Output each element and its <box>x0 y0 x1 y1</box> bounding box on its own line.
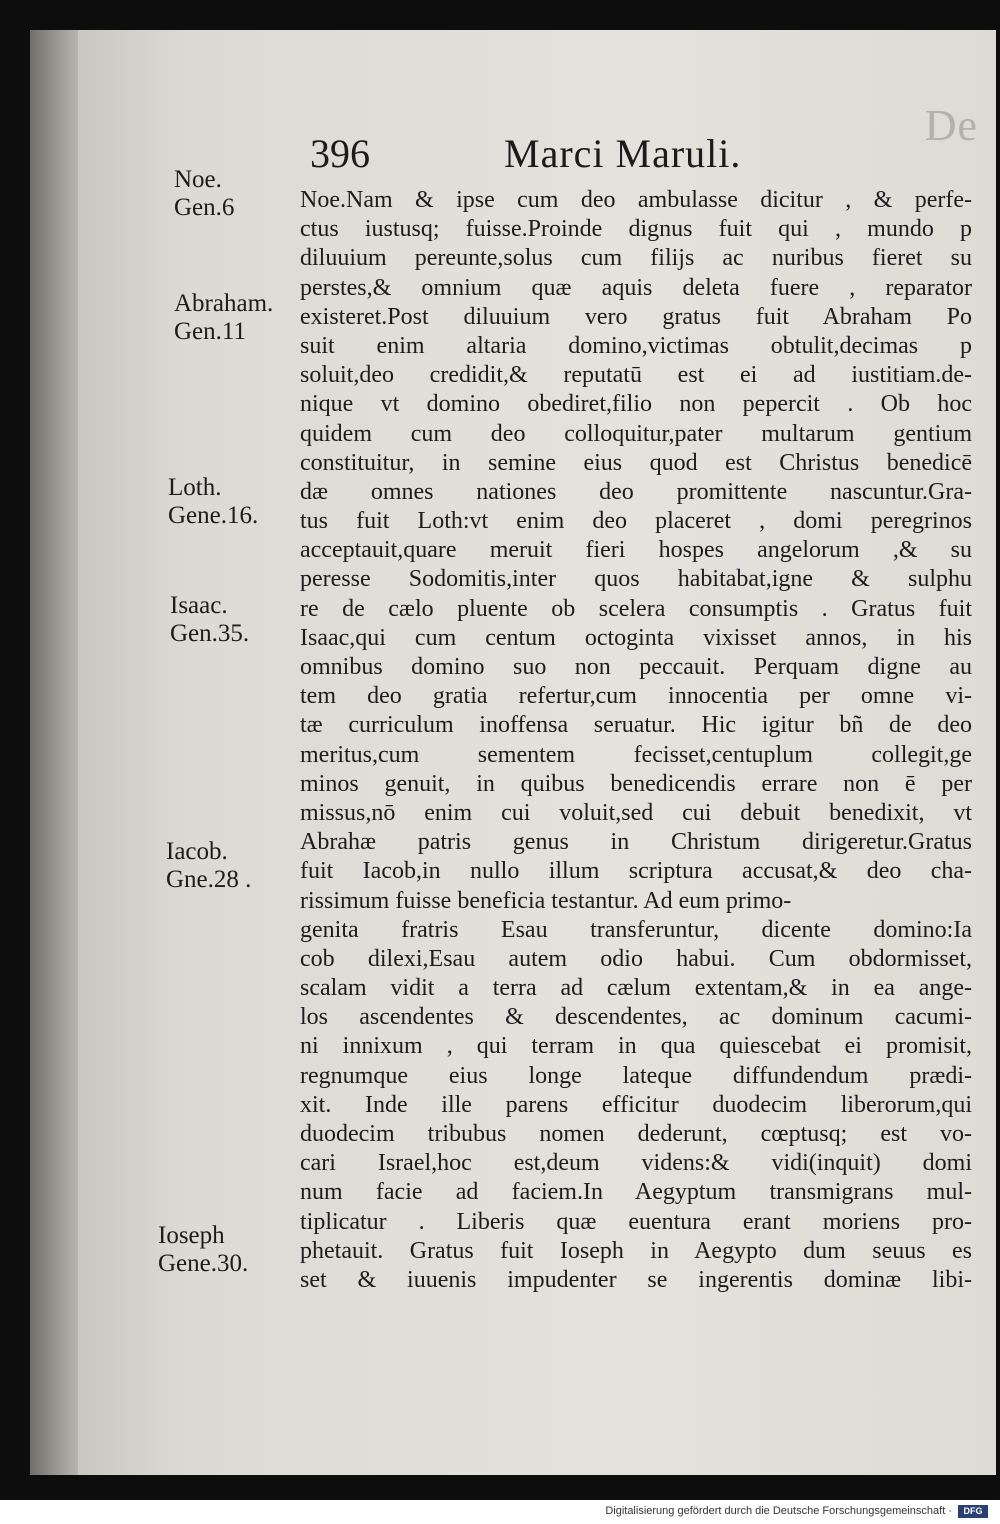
text-line: tus fuit Loth:vt enim deo placeret , domi peregrinos <box>300 508 972 535</box>
text-line: Noe.Nam & ipse cum deo ambulasse dicitur , & perfe- <box>300 187 972 213</box>
margin-note-label: Abraham. <box>174 290 274 317</box>
margin-note-iacob <box>166 838 251 894</box>
funding-credit: Digitalisierung gefördert durch die Deutsche Forschungsgemeinschaft · <box>605 1505 952 1517</box>
text-line: tiplicatur . Liberis quæ euentura erant moriens pro- <box>300 1208 972 1235</box>
margin-note-ref: Gene.30. <box>158 1250 249 1277</box>
text-line: los ascendentes & descendentes, ac dominum cacumi- <box>300 1004 972 1031</box>
text-line: peresse Sodomitis,inter quos habitabat,igne & sulphu <box>300 566 972 593</box>
margin-note-ref: Gen.6 <box>174 194 235 221</box>
margin-note-ref: Gen.11 <box>174 318 246 345</box>
margin-note-isaac <box>170 592 249 648</box>
margin-note-ioseph <box>158 1222 248 1278</box>
text-line: cari Israel,hoc est,deum videns:& vidi(inquit) domi <box>300 1150 972 1177</box>
margin-note-noe <box>174 166 234 222</box>
text-line: regnumque eius longe lateque diffundendum prædi- <box>300 1062 972 1089</box>
text-line: diluuium pereunte,solus cum filijs ac nuribus fieret su <box>300 245 972 272</box>
text-line: quidem cum deo colloquitur,pater multarum gentium <box>300 420 972 447</box>
margin-note-abraham <box>174 290 273 346</box>
text-line: dæ omnes nationes deo promittente nascuntur.Gra- <box>300 478 972 505</box>
body-text <box>300 186 972 1295</box>
dfg-logo: DFG <box>958 1505 988 1518</box>
text-line: cob dilexi,Esau autem odio habui. Cum obdormisset, <box>300 945 972 972</box>
text-line: omnibus domino suo non peccauit. Perquam digne au <box>300 654 972 680</box>
text-line: minos genuit, in quibus benedicendis errare non ē per <box>300 770 972 797</box>
text-line: Isaac,qui cum centum octoginta vixisset annos, in his <box>300 624 972 651</box>
text-line: num facie ad faciem.In Aegyptum transmigrans mul- <box>300 1179 972 1206</box>
text-line: phetauit. Gratus fuit Ioseph in Aegypto dum seuus es <box>300 1237 972 1264</box>
text-line: re de cælo pluente ob scelera consumptis . Gratus fuit <box>300 595 972 622</box>
text-line: tæ curriculum inoffensa seruatur. Hic igitur bñ de deo <box>300 712 972 739</box>
margin-note-label: Isaac. <box>170 592 228 619</box>
text-line: genita fratris Esau transferuntur, dicente domino:Ia <box>300 916 972 943</box>
text-line: constituitur, in semine eius quod est Christus benedicē <box>300 449 972 476</box>
margin-note-ref: Gene.16. <box>168 502 259 529</box>
margin-note-loth <box>168 474 258 530</box>
bleed-through-text: De <box>924 101 978 150</box>
text-line: existeret.Post diluuium vero gratus fuit Abraham Po <box>300 303 972 330</box>
text-line: suit enim altaria domino,victimas obtulit,decimas p <box>300 332 972 359</box>
margin-note-label: Ioseph <box>158 1222 225 1249</box>
text-line: ctus iustusq; fuisse.Proinde dignus fuit qui , mundo p <box>300 216 972 243</box>
text-line: set & iuuenis impudenter se ingerentis dominæ libi- <box>300 1266 972 1293</box>
text-line: rissimum fuisse beneficia testantur. Ad eum primo- <box>300 887 792 914</box>
text-line: duodecim tribubus nomen dederunt, cœptusq; est vo- <box>300 1121 972 1147</box>
text-line: meritus,cum sementem fecisset,centuplum collegit,ge <box>300 741 972 768</box>
page-number: 396 <box>310 131 370 176</box>
text-line: ni innixum , qui terram in qua quiescebat ei promisit, <box>300 1033 972 1060</box>
margin-note-label: Noe. <box>174 166 222 193</box>
text-line: tem deo gratia refertur,cum innocentia per omne vi- <box>300 683 972 710</box>
margin-note-ref: Gen.35. <box>170 620 250 647</box>
book-spine <box>30 30 80 1475</box>
margin-note-label: Iacob. <box>166 838 228 865</box>
margin-note-ref: Gne.28 . <box>166 866 252 893</box>
text-line: scalam vidit a terra ad cælum extentam,& in ea ange- <box>300 975 972 1002</box>
text-line: soluit,deo credidit,& reputatū est ei ad iustitiam.de- <box>300 362 972 389</box>
text-line: Abrahæ patris genus in Christum dirigeretur.Gratus <box>300 829 972 856</box>
text-line: perstes,& omnium quæ aquis deleta fuere , reparator <box>300 274 972 301</box>
running-title: Marci Maruli. <box>504 131 742 176</box>
text-line: missus,nō enim cui voluit,sed cui debuit benedixit, vt <box>300 799 972 826</box>
footer-bar <box>0 1500 1000 1524</box>
text-line: xit. Inde ille parens efficitur duodecim liberorum,qui <box>300 1091 972 1118</box>
text-line: fuit Iacob,in nullo illum scriptura accusat,& deo cha- <box>300 858 972 885</box>
book-page <box>78 30 996 1475</box>
text-line: nique vt domino obediret,filio non pepercit . Ob hoc <box>300 391 972 418</box>
text-line: acceptauit,quare meruit fieri hospes angelorum ,& su <box>300 537 972 564</box>
margin-note-label: Loth. <box>168 474 222 501</box>
